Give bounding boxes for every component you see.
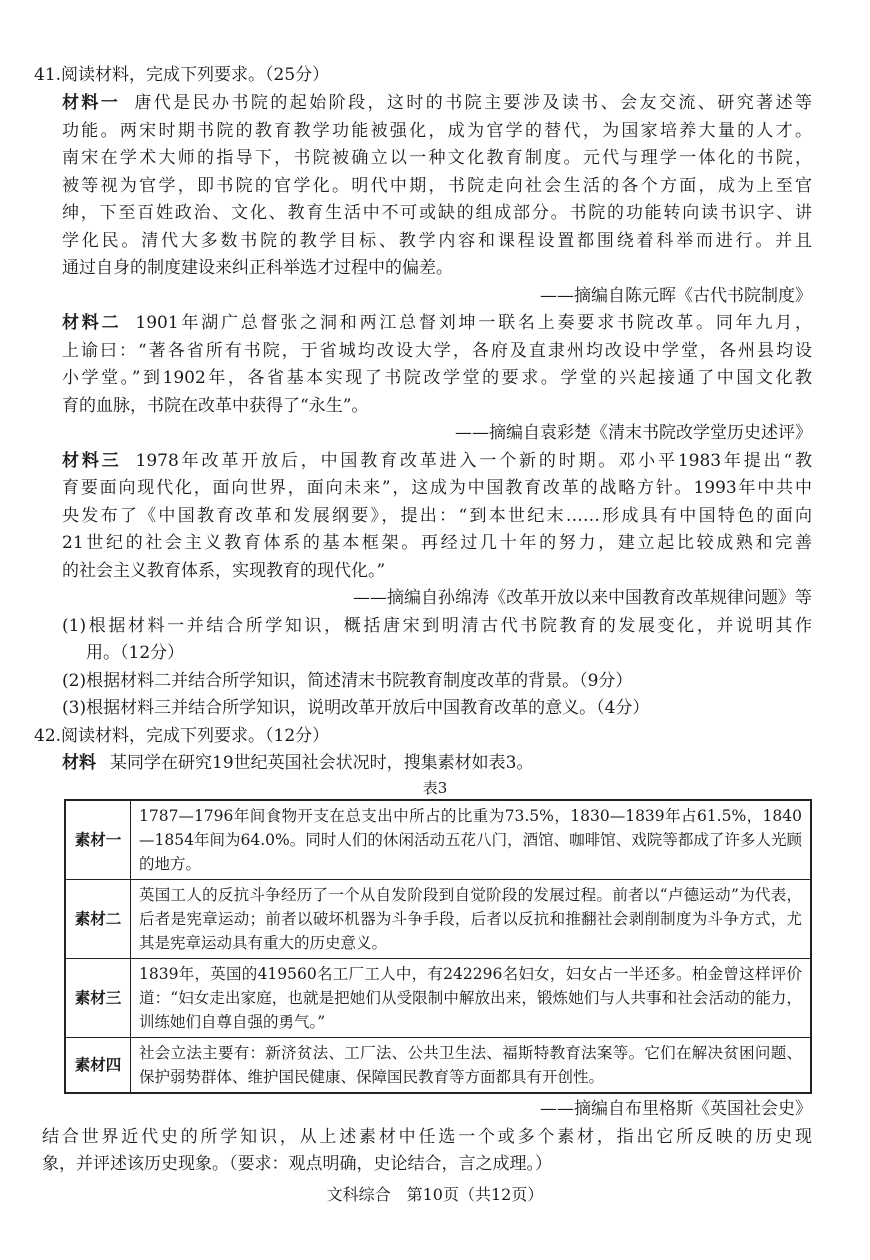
sub-question-1: (1)根据材料一并结合所学知识，概括唐宋到明清古代书院教育的发展变化，并说明其作	[62, 615, 812, 636]
material-1-line: 功能。两宋时期书院的教育教学功能被强化，成为官学的替代，为国家培养大量的人才。	[62, 120, 812, 141]
task-line: 象，并评述该历史现象。（要求：观点明确，史论结合，言之成理。）	[42, 1154, 552, 1174]
table-row-label: 素材四	[65, 1038, 131, 1094]
table-row-text: 1839年，英国的419560名工厂工人中，有242296名妇女，妇女占一半还多。柏金曾这样评价道：“妇女走出家庭，也就是把她们从受限制中解放出来，锻炼她们与人共事和社会活动的能力，训练她们自尊自强的勇气。”	[131, 959, 812, 1038]
material-3-line: 育要面向现代化，面向世界，面向未来”，这成为中国教育改革的战略方针。1993年中共中	[62, 478, 812, 498]
table-row	[65, 880, 811, 959]
material-2-line: 材料二 1901年湖广总督张之洞和两江总督刘坤一联名上奏要求书院改革。同年九月，	[62, 313, 813, 333]
table-row-text: 1787—1796年间食物开支在总支出中所占的比重为73.5%，1830—1839年占61.5%，1840—1854年间为64.0%。同时人们的休闲活动五花八门，酒馆、咖啡馆、戏院等都成了许多人光顾的地方。	[131, 800, 812, 880]
material-3-line: 21世纪的社会主义教育体系的基本框架。再经过几十年的努力，建立起比较成熟和完善	[62, 533, 812, 553]
table-row-text: 英国工人的反抗斗争经历了一个从自发阶段到自觉阶段的发展过程。前者以“卢德运动”为代表，后者是宪章运动；前者以破坏机器为斗争手段，后者以反抗和推翻社会剥削制度为斗争方式，尤其是宪章运动具有重大的历史意义。	[131, 880, 812, 959]
sub-question-2: (2)根据材料二并结合所学知识，简述清末书院教育制度改革的背景。（9分）	[62, 670, 633, 691]
material-2-source: ——摘编自袁彩楚《清末书院改学堂历史述评》	[455, 423, 812, 443]
material-3-label: 材料三	[62, 450, 122, 471]
table-row-label: 素材三	[65, 959, 131, 1038]
sub-question-3: (3)根据材料三并结合所学知识，说明改革开放后中国教育改革的意义。（4分）	[62, 698, 650, 718]
material-1-line: 通过自身的制度建设来纠正科举选才过程中的偏差。	[62, 258, 453, 278]
table-row	[65, 800, 811, 880]
material-3-line: 的社会主义教育体系，实现教育的现代化。”	[62, 560, 386, 581]
sub-question-1-cont: 用。（12分）	[86, 643, 185, 663]
material-3-source: ——摘编自孙绵涛《改革开放以来中国教育改革规律问题》等	[353, 588, 812, 608]
material-1-source: ——摘编自陈元晖《古代书院制度》	[540, 285, 812, 306]
material-1-line: 被等视为官学，即书院的官学化。明代中期，书院走向社会生活的各个方面，成为上至官	[62, 175, 812, 196]
table-row-label: 素材一	[65, 800, 131, 880]
page-footer: 文科综合 第10页（共12页）	[326, 1184, 544, 1204]
material-42	[62, 750, 812, 778]
material-1-line: 南宋在学术大师的指导下，书院被确立以一种文化教育制度。元代与理学一体化的书院，	[62, 148, 812, 168]
material-1-label: 材料一	[62, 93, 121, 113]
table-caption: 表3	[422, 779, 448, 797]
table-row	[65, 1038, 811, 1094]
material-1-line: 材料一 唐代是民办书院的起始阶段，这时的书院主要涉及读书、会友交流、研究著述等	[62, 93, 813, 113]
material-42-label: 材料	[62, 753, 96, 773]
question-42-title: 42.阅读材料，完成下列要求。（12分）	[34, 725, 330, 746]
material-3-line: 央发布了《中国教育改革和发展纲要》，提出：“到本世纪末……形成具有中国特色的面向	[62, 505, 812, 526]
table-row-text: 社会立法主要有：新济贫法、工厂法、公共卫生法、福斯特教育法案等。它们在解决贫困问题、保护弱势群体、维护国民健康、保障国民教育等方面都具有开创性。	[131, 1038, 812, 1094]
table-row	[65, 959, 811, 1038]
material-2-line: 小学堂。”到1902年，各省基本实现了书院改学堂的要求。学堂的兴起接通了中国文化教	[62, 368, 812, 388]
table-section	[0, 777, 870, 1207]
material-2-line: 上谕曰：“著各省所有书院，于省城均改设大学，各府及直隶州均改设中学堂，各州县均设	[62, 340, 812, 361]
material-42-text: 某同学在研究19世纪英国社会状况时，搜集素材如表3。	[110, 753, 534, 773]
material-1-line: 绅，下至百姓政治、文化、教育生活中不可或缺的组成部分。书院的功能转向读书识字、讲	[62, 203, 812, 223]
material-1-line: 学化民。清代大多数书院的教学目标、教学内容和课程设置都围绕着科举而进行。并且	[62, 230, 812, 251]
material-2-label: 材料二	[62, 313, 122, 333]
task-line: 结合世界近代史的所学知识，从上述素材中任选一个或多个素材，指出它所反映的历史现	[42, 1126, 812, 1147]
table-row-label: 素材二	[65, 880, 131, 959]
table-source: ——摘编自布里格斯《英国社会史》	[540, 1099, 812, 1119]
material-3-line: 材料三 1978年改革开放后，中国教育改革进入一个新的时期。邓小平1983年提出“教	[62, 450, 813, 471]
material-2-line: 育的血脉，书院在改革中获得了“永生”。	[62, 395, 369, 416]
question-41-title: 41.阅读材料，完成下列要求。（25分）	[34, 65, 330, 85]
material-table	[64, 799, 812, 1094]
